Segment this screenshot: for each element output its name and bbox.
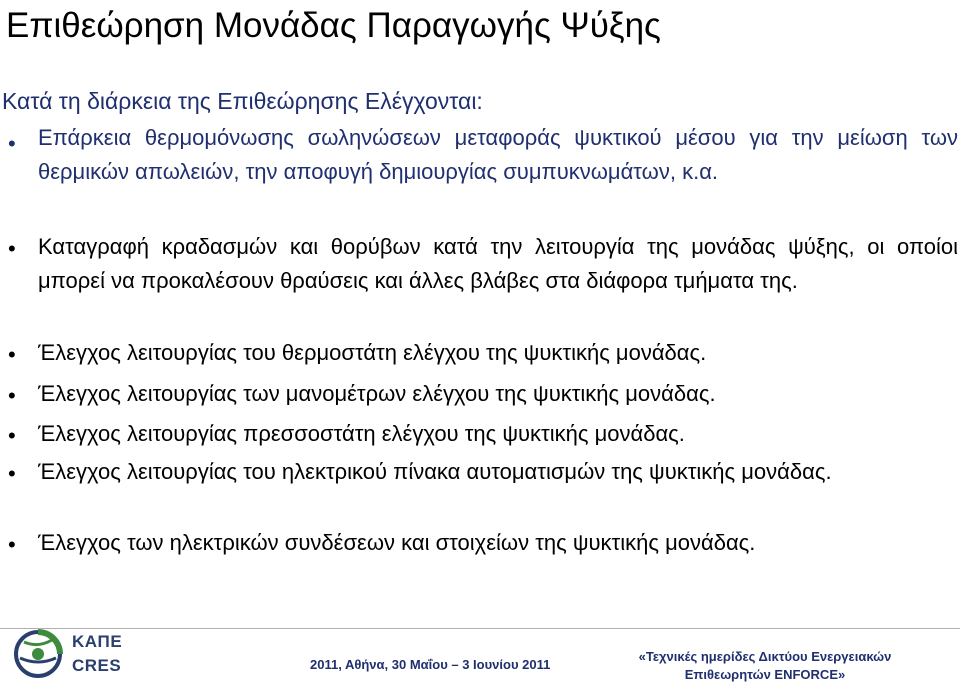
bullet-dot-icon: •	[8, 461, 16, 486]
bullet-text: Επάρκεια θερμομόνωσης σωληνώσεων μεταφοράς ψυκτικού μέσου για την μείωση των θερμικών απωλειών, την αποφυγή δημιουργίας συμπυκνωμάτων, κ.α.	[38, 125, 958, 184]
bullet-dot-icon: •	[8, 532, 16, 557]
kape-cres-logo	[10, 618, 130, 688]
footer-date: 2011, Αθήνα, 30 Μαΐου – 3 Ιουνίου 2011	[310, 657, 551, 672]
bullet-text: Έλεγχος λειτουργίας του θερμοστάτη ελέγχου της ψυκτικής μονάδας.	[38, 340, 707, 365]
bullet-dot-icon: •	[8, 131, 16, 156]
bullet-text: Έλεγχος λειτουργίας του ηλεκτρικού πίνακα αυτοματισμών της ψυκτικής μονάδας.	[38, 459, 832, 484]
footer-divider	[0, 628, 960, 629]
bullet-dot-icon: •	[8, 423, 16, 448]
kape-logo-icon	[10, 618, 70, 688]
footer-event-line1: «Τεχνικές ημερίδες Δικτύου Ενεργειακών	[638, 649, 892, 664]
slide-subtitle: Κατά τη διάρκεια της Επιθεώρησης Ελέγχονται:	[2, 88, 483, 114]
slide-title: Επιθεώρηση Μονάδας Παραγωγής Ψύξης	[6, 6, 661, 45]
bullet-dot-icon: •	[8, 383, 16, 408]
logo-text-cres: CRES	[72, 656, 122, 675]
bullet-text: Έλεγχος λειτουργίας των μανομέτρων ελέγχου της ψυκτικής μονάδας.	[38, 381, 716, 406]
bullet-text: Έλεγχος λειτουργίας πρεσσοστάτη ελέγχου της ψυκτικής μονάδας.	[38, 421, 685, 446]
footer-event	[600, 648, 930, 684]
bullet-text: Έλεγχος των ηλεκτρικών συνδέσεων και στοιχείων της ψυκτικής μονάδας.	[38, 530, 756, 555]
bullet-dot-icon: •	[8, 342, 16, 367]
logo-text-kape: ΚΑΠΕ	[72, 632, 123, 651]
footer-event-line2: Επιθεωρητών ENFORCE»	[684, 667, 846, 682]
bullet-text: Καταγραφή κραδασμών και θορύβων κατά την λειτουργία της μονάδας ψύξης, οι οποίοι μπορεί να προκαλέσουν θραύσεις και άλλες βλάβες στα διάφορα τμήματα της.	[38, 234, 958, 293]
bullet-dot-icon: •	[8, 236, 16, 261]
